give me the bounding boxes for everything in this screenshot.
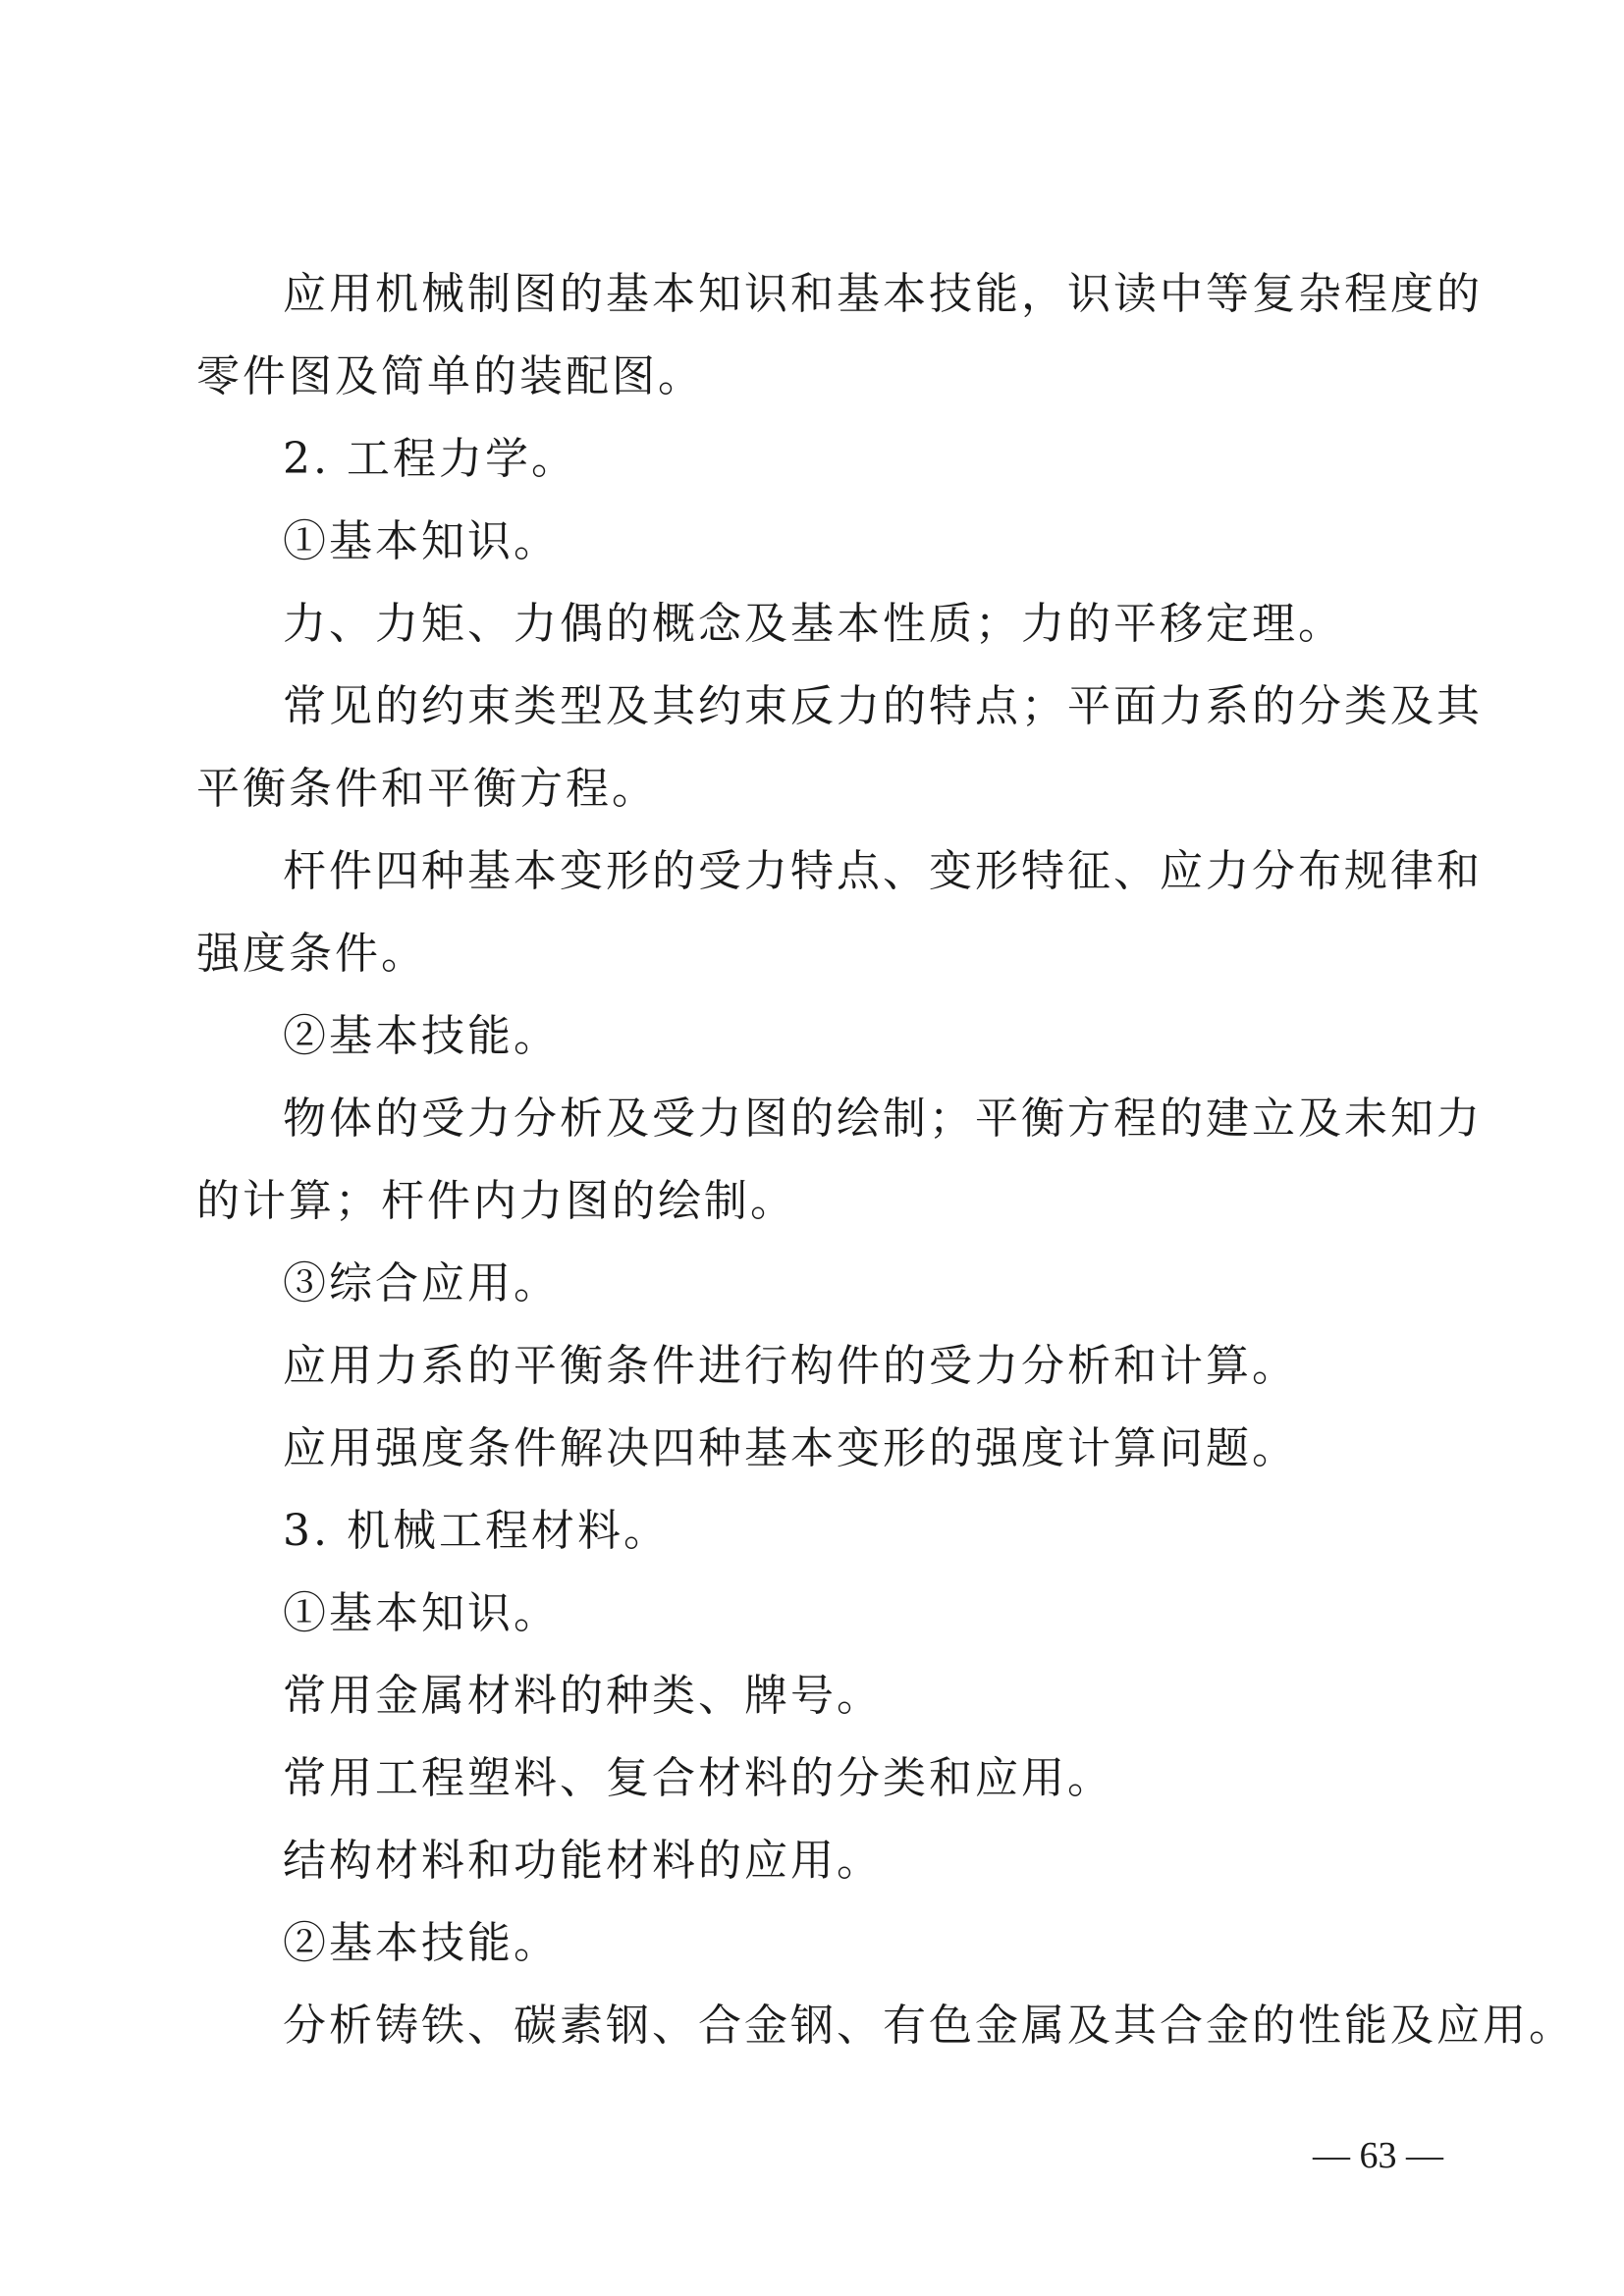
section-heading: 2. 工程力学。 bbox=[283, 434, 577, 484]
subsection-heading: ②基本技能。 bbox=[283, 1011, 560, 1061]
paragraph-line: 的计算；杆件内力图的绘制。 bbox=[196, 1176, 796, 1226]
subsection-heading: ③综合应用。 bbox=[283, 1258, 560, 1308]
paragraph-line: 平衡条件和平衡方程。 bbox=[196, 764, 658, 814]
subsection-heading: ①基本知识。 bbox=[283, 1588, 560, 1638]
subsection-heading: ①基本知识。 bbox=[283, 516, 560, 566]
paragraph-line: 强度条件。 bbox=[196, 929, 427, 979]
body-text bbox=[196, 253, 1575, 2067]
paragraph-line: 物体的受力分析及受力图的绘制；平衡方程的建立及未知力 bbox=[283, 1094, 1483, 1144]
paragraph-line: 常用金属材料的种类、牌号。 bbox=[283, 1671, 883, 1721]
section-heading: 3. 机械工程材料。 bbox=[283, 1506, 670, 1556]
paragraph-line: 结构材料和功能材料的应用。 bbox=[283, 1836, 883, 1886]
page-number: — 63 — bbox=[1313, 2135, 1443, 2176]
paragraph-line: 应用强度条件解决四种基本变形的强度计算问题。 bbox=[283, 1423, 1298, 1473]
subsection-heading: ②基本技能。 bbox=[283, 1918, 560, 1968]
paragraph-line: 杆件四种基本变形的受力特点、变形特征、应力分布规律和 bbox=[283, 846, 1483, 896]
paragraph-line: 应用机械制图的基本知识和基本技能，识读中等复杂程度的 bbox=[283, 269, 1483, 319]
paragraph-line: 力、力矩、力偶的概念及基本性质；力的平移定理。 bbox=[283, 599, 1344, 649]
paragraph-line: 零件图及简单的装配图。 bbox=[196, 351, 704, 401]
paragraph-line: 常用工程塑料、复合材料的分类和应用。 bbox=[283, 1753, 1113, 1803]
paragraph-line: 应用力系的平衡条件进行构件的受力分析和计算。 bbox=[283, 1341, 1298, 1391]
paragraph-line: 常见的约束类型及其约束反力的特点；平面力系的分类及其 bbox=[283, 681, 1483, 731]
paragraph-line: 分析铸铁、碳素钢、合金钢、有色金属及其合金的性能及应用。 bbox=[283, 2001, 1575, 2051]
